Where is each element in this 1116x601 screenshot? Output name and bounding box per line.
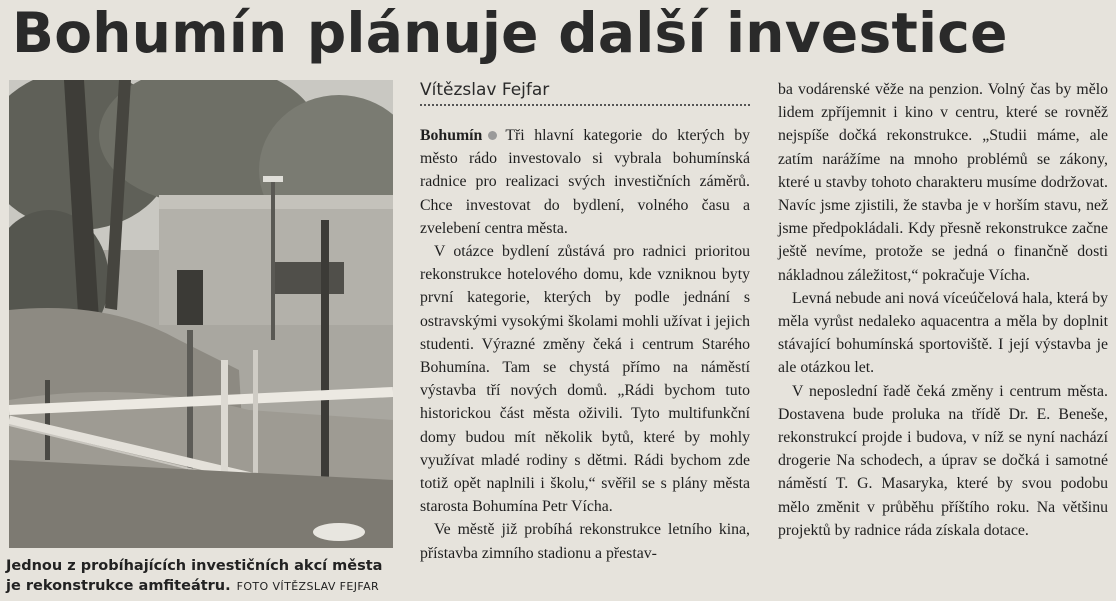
article-column-1: [420, 124, 750, 565]
article-paragraph: V otázce bydlení zůstává pro radnici prioritou rekonstrukce hotelového domu, kde vzniknou byty první kategorie, kterých by podle jednání s ostravskými vysokými školami mohli užívat i jejich studenti. Výrazné změny čeká i centrum Starého Bohumína. Tam se chystá přímo na náměstí výstavba tří nových domů. „Rádi bychom tuto historickou část města oživili. Tyto multifunkční domy budou mít několik bytů, které by mohly využívat mladé rodiny s dětmi. Rádi bychom zde totiž opět naplnili i školu,“ svěřil se s plány města starosta Bohumína Petr Vícha.: [420, 243, 750, 516]
article-paragraph: V neposlední řadě čeká změny i centrum města. Dostavena bude proluka na třídě Dr. E. Beneše, rekonstrukcí projde i budova, v níž se nyní nachází drogerie Na schodech, a úprav se dočká i samotné náměstí T. G. Masaryka, které by svou podobu mělo změnit v průběhu příštího roku. Na většinu projektů by radnice ráda získala dotace.: [778, 382, 1108, 539]
headline: Bohumín plánuje další investice: [12, 1, 1008, 65]
article-paragraph: [420, 124, 750, 240]
dateline: Bohumín: [420, 127, 483, 144]
byline-divider: [420, 104, 750, 106]
article-column-2: [778, 78, 1108, 542]
article-photo: [9, 80, 393, 548]
article-paragraph: Ve městě již probíhá rekonstrukce letního kina, přístavba zimního stadionu a přestav-: [420, 521, 750, 562]
amphitheatre-photo-illustration: [9, 80, 393, 548]
article-paragraph: Levná nebude ani nová víceúčelová hala, která by měla vyrůst nedaleko aquacentra a měla by doplnit stávající bohumínská sportoviště. I její výstavba je ale otázkou let.: [778, 289, 1108, 377]
photo-credit: FOTO VÍTĚZSLAV FEJFAR: [236, 580, 380, 593]
article-paragraph: ba vodárenské věže na penzion. Volný čas by mělo lidem zpříjemnit i kino v centru, které se rovněž nejspíše dočká rekonstrukce. „Studii máme, ale zatím narážíme na mnoho problémů se zákony, které u stavby tohoto charakteru musíme dodržovat. Navíc jsme zjistili, že stavba je v horším stavu, než jsme předpokládali. Kdy přesně rekonstrukce začne ještě nevíme, protože se jedná o finančně dosti nákladnou záležitost,“ pokračuje Vícha.: [778, 81, 1108, 284]
photo-caption: [6, 556, 398, 597]
photo-caption-text: Jednou z probíhajících investičních akcí města je rekonstrukce amfiteátru.: [6, 558, 383, 594]
byline: Vítězslav Fejfar: [420, 80, 550, 100]
lead-paragraph-text: Tři hlavní kategorie do kterých by město rádo investovalo si vybrala bohumínská radnice pro realizaci svých investičních záměrů. Chce investovat do bydlení, volného času a zvelebení centra města.: [420, 127, 750, 237]
bullet-icon: [488, 131, 497, 140]
